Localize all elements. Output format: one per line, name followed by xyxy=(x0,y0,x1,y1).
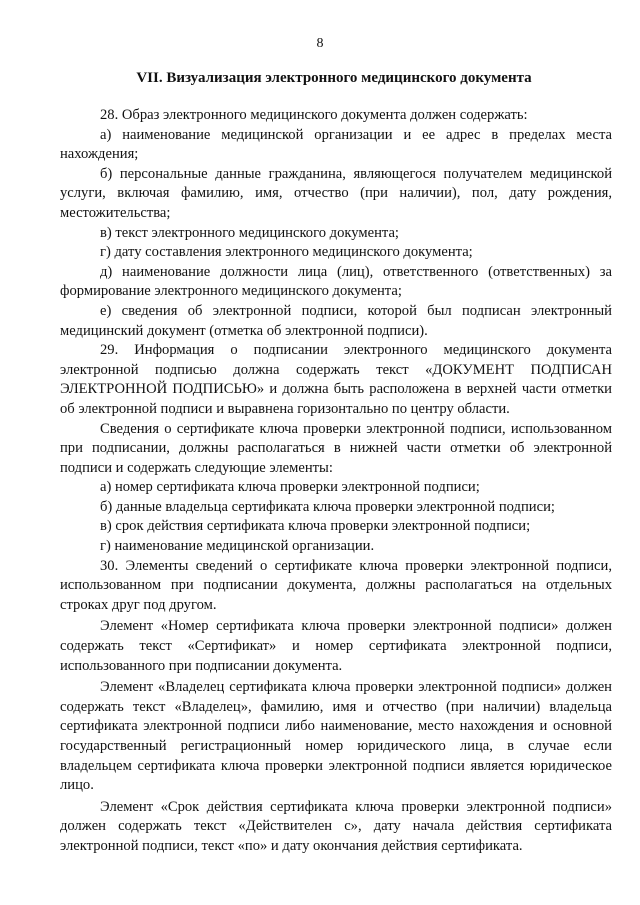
list-item-29g: г) наименование медицинской организации. xyxy=(100,538,375,555)
section-title: VII. Визуализация электронного медицинского документа xyxy=(136,70,532,86)
list-item-28v: в) текст электронного медицинского документа; xyxy=(100,224,399,241)
paragraph-30-validity: Элемент «Срок действия сертификата ключа проверки электронной подписи» должен содержать текст «Действителен с», дату начала действия сертификата электронной подписи, текст «по» и дату окончания действия сертификата. xyxy=(60,798,612,854)
list-item-28e: е) сведения об электронной подписи, которой был подписан электронный медицинский документ (отметка об электронной подписи). xyxy=(60,302,612,339)
list-item-29b: б) данные владельца сертификата ключа проверки электронной подписи; xyxy=(100,498,555,515)
list-item-28g: г) дату составления электронного медицинского документа; xyxy=(100,244,473,261)
list-item-28a: а) наименование медицинской организации и ее адрес в пределах места нахождения; xyxy=(60,126,612,163)
list-item-28b: б) персональные данные гражданина, являющегося получателем медицинской услуги, включая фамилию, имя, отчество (при наличии), пол, дату рождения, местожительства; xyxy=(60,165,612,221)
paragraph-30-number: Элемент «Номер сертификата ключа проверки электронной подписи» должен содержать текст «Сертификат» и номер сертификата электронной подписи, использованного при подписании документа. xyxy=(60,618,612,674)
list-item-29a: а) номер сертификата ключа проверки электронной подписи; xyxy=(100,479,480,496)
page-number: 8 xyxy=(316,36,324,51)
paragraph-28: 28. Образ электронного медицинского документа должен содержать: xyxy=(100,107,528,123)
paragraph-30: 30. Элементы сведений о сертификате ключа проверки электронной подписи, использованном при подписании документа, должны располагаться на отдельных строках друг под другом. xyxy=(60,557,612,613)
paragraph-29-certificate: Сведения о сертификате ключа проверки электронной подписи, использованном при подписании, должны располагаться в нижней части отметки об электронной подписи и содержать следующие элементы: xyxy=(60,420,612,476)
paragraph-29: 29. Информация о подписании электронного медицинского документа электронной подписью должна содержать текст «ДОКУМЕНТ ПОДПИСАН ЭЛЕКТРОННОЙ ПОДПИСЬЮ» и должна быть расположена в верхней части отметки об электронной подписи и выравнена горизонтально по центру области. xyxy=(60,342,612,417)
paragraph-30-owner: Элемент «Владелец сертификата ключа проверки электронной подписи» должен содержать текст «Владелец», фамилию, имя и отчество (при наличии) владельца сертификата электронной подписи либо наименование, место нахождения и основной государственный регистрационный номер юридического лица, в случае если владельцем сертификата ключа проверки электронной подписи является юридическое лицо. xyxy=(60,679,612,794)
list-item-29v: в) срок действия сертификата ключа проверки электронной подписи; xyxy=(100,518,531,535)
list-item-28d: д) наименование должности лица (лиц), ответственного (ответственных) за формирование электронного медицинского документа; xyxy=(60,263,612,300)
document-body xyxy=(60,106,612,857)
